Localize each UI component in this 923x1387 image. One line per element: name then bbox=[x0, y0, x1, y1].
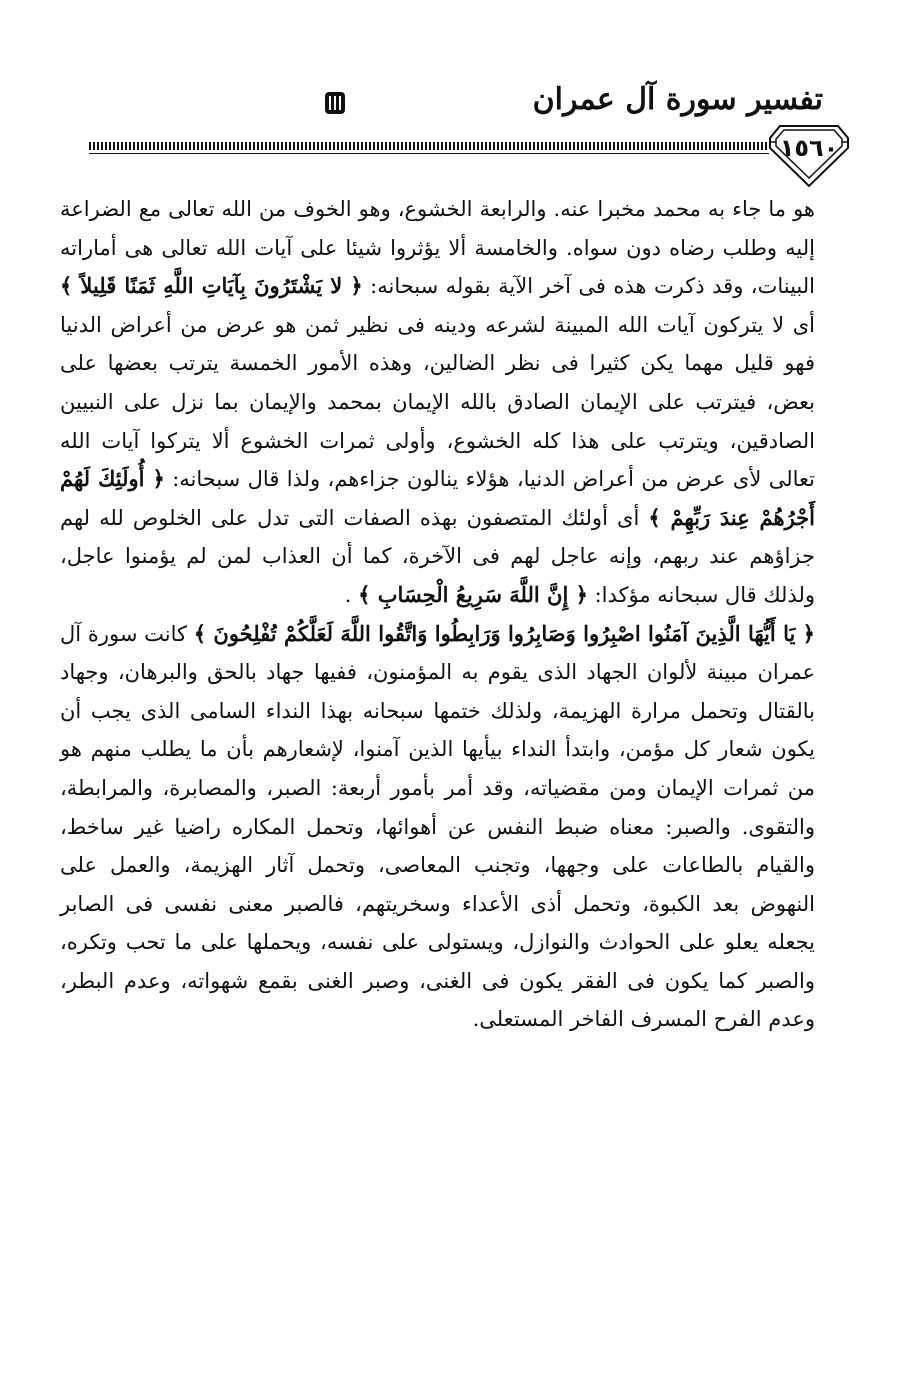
page-number: ١٥٦٠ bbox=[779, 134, 839, 162]
header-rule bbox=[89, 142, 769, 150]
text-run: أى أولئك المتصفون بهذه الصفات التى تدل على الخلوص لله لهم جزاؤهم عند ربهم، وإنه عاجل لهم فى الآخرة، كما أن العذاب لمن لم يؤمنوا عاجل، ولذلك قال سبحانه مؤكدا: bbox=[60, 505, 815, 607]
text-run: كانت سورة آل عمران مبينة لألوان الجهاد الذى يقوم به المؤمنون، ففيها جهاد بالحق والبرهان، وجهاد بالقتال وتحمل مرارة الهزيمة، ولذلك ختمها سبحانه بهذا النداء السامى الذى يجب أن يكون شعار كل مؤمن، وابتدأ النداء بيأيها الذين آمنوا، لإشعارهم بأن ما يطلب منهم هو من ثمرات الإيمان ومن مقضياته، وقد أمر بأمور أربعة: الصبر، والمصابرة، والمرابطة، والتقوى. والصبر: معناه ضبط النفس عن أهوائها، وتحمل المكاره راضيا غير ساخط، والقيام بالطاعات على وجهها، وتجنب المعاصى، وتحمل آثار الهزيمة، والعمل على النهوض بعد الكبوة، وتحمل أذى الأعداء وسخريتهم، فالصبر معنى نفسى فى الصابر يجعله يعلو على الحوادث والنوازل، ويستولى على نفسه، ويحملها على ما تحب وتكره، والصبر كما يكون فى الفقر يكون فى الغنى، وصبر الغنى بقمع شهواته، وعدم البطر، وعدم الفرح المسرف الفاخر المستعلى. bbox=[60, 621, 815, 1032]
text-run: أى لا يتركون آيات الله المبينة لشرعه ودينه فى نظير ثمن هو عرض من أعراض الدنيا فهو قليل مهما يكن كثيرا فى نظر الضالين، وهذه الأمور الخمسة يترتب بعضها على بعض، فيترتب على الإيمان الصادق بالله الإيمان بمحمد والإيمان بما نزل على النبيين الصادقين، ويترتب على هذا كله الخشوع، وأولى ثمرات الخشوع ألا يتركوا آيات الله تعالى لأى عرض من أعراض الدنيا، هؤلاء ينالون جزاءهم، ولذا قال سبحانه: bbox=[60, 312, 816, 492]
ornament-icon bbox=[322, 90, 348, 116]
quran-verse: ﴿ لا يَشْتَرُونَ بِآيَاتِ اللَّهِ ثَمَنًا قَلِيلاً ﴾ bbox=[60, 273, 363, 299]
quran-verse: ﴿ أُولَئِكَ لَهُمْ أَجْرُهُمْ عِندَ رَبِّهِمْ ﴾ bbox=[60, 466, 815, 530]
paragraph bbox=[60, 190, 815, 615]
quran-verse: ﴿ إِنَّ اللَّهَ سَرِيعُ الْحِسَابِ ﴾ bbox=[358, 581, 588, 607]
body-text bbox=[60, 190, 815, 1039]
text-run: هو ما جاء به محمد مخبرا عنه. والرابعة الخشوع، وهو الخوف من الله تعالى مع الضراعة إليه وطلب رضاه دون سواه. والخامسة ألا يؤثروا شيئا على آيات الله تعالى هى أماراته البينات، وقد ذكرت هذه فى آخر الآية بقوله سبحانه: bbox=[60, 197, 815, 299]
paragraph bbox=[60, 615, 815, 1040]
quran-verse: ﴿ يَا أَيُّهَا الَّذِينَ آمَنُوا اصْبِرُوا وَصَابِرُوا وَرَابِطُوا وَاتَّقُوا اللَّهَ لَعَلَّكُمْ تُفْلِحُونَ ﴾ bbox=[193, 620, 815, 646]
text-run: . bbox=[344, 582, 359, 607]
header-rule-line bbox=[89, 153, 769, 154]
running-title: تفسير سورة آل عمران bbox=[532, 82, 823, 117]
